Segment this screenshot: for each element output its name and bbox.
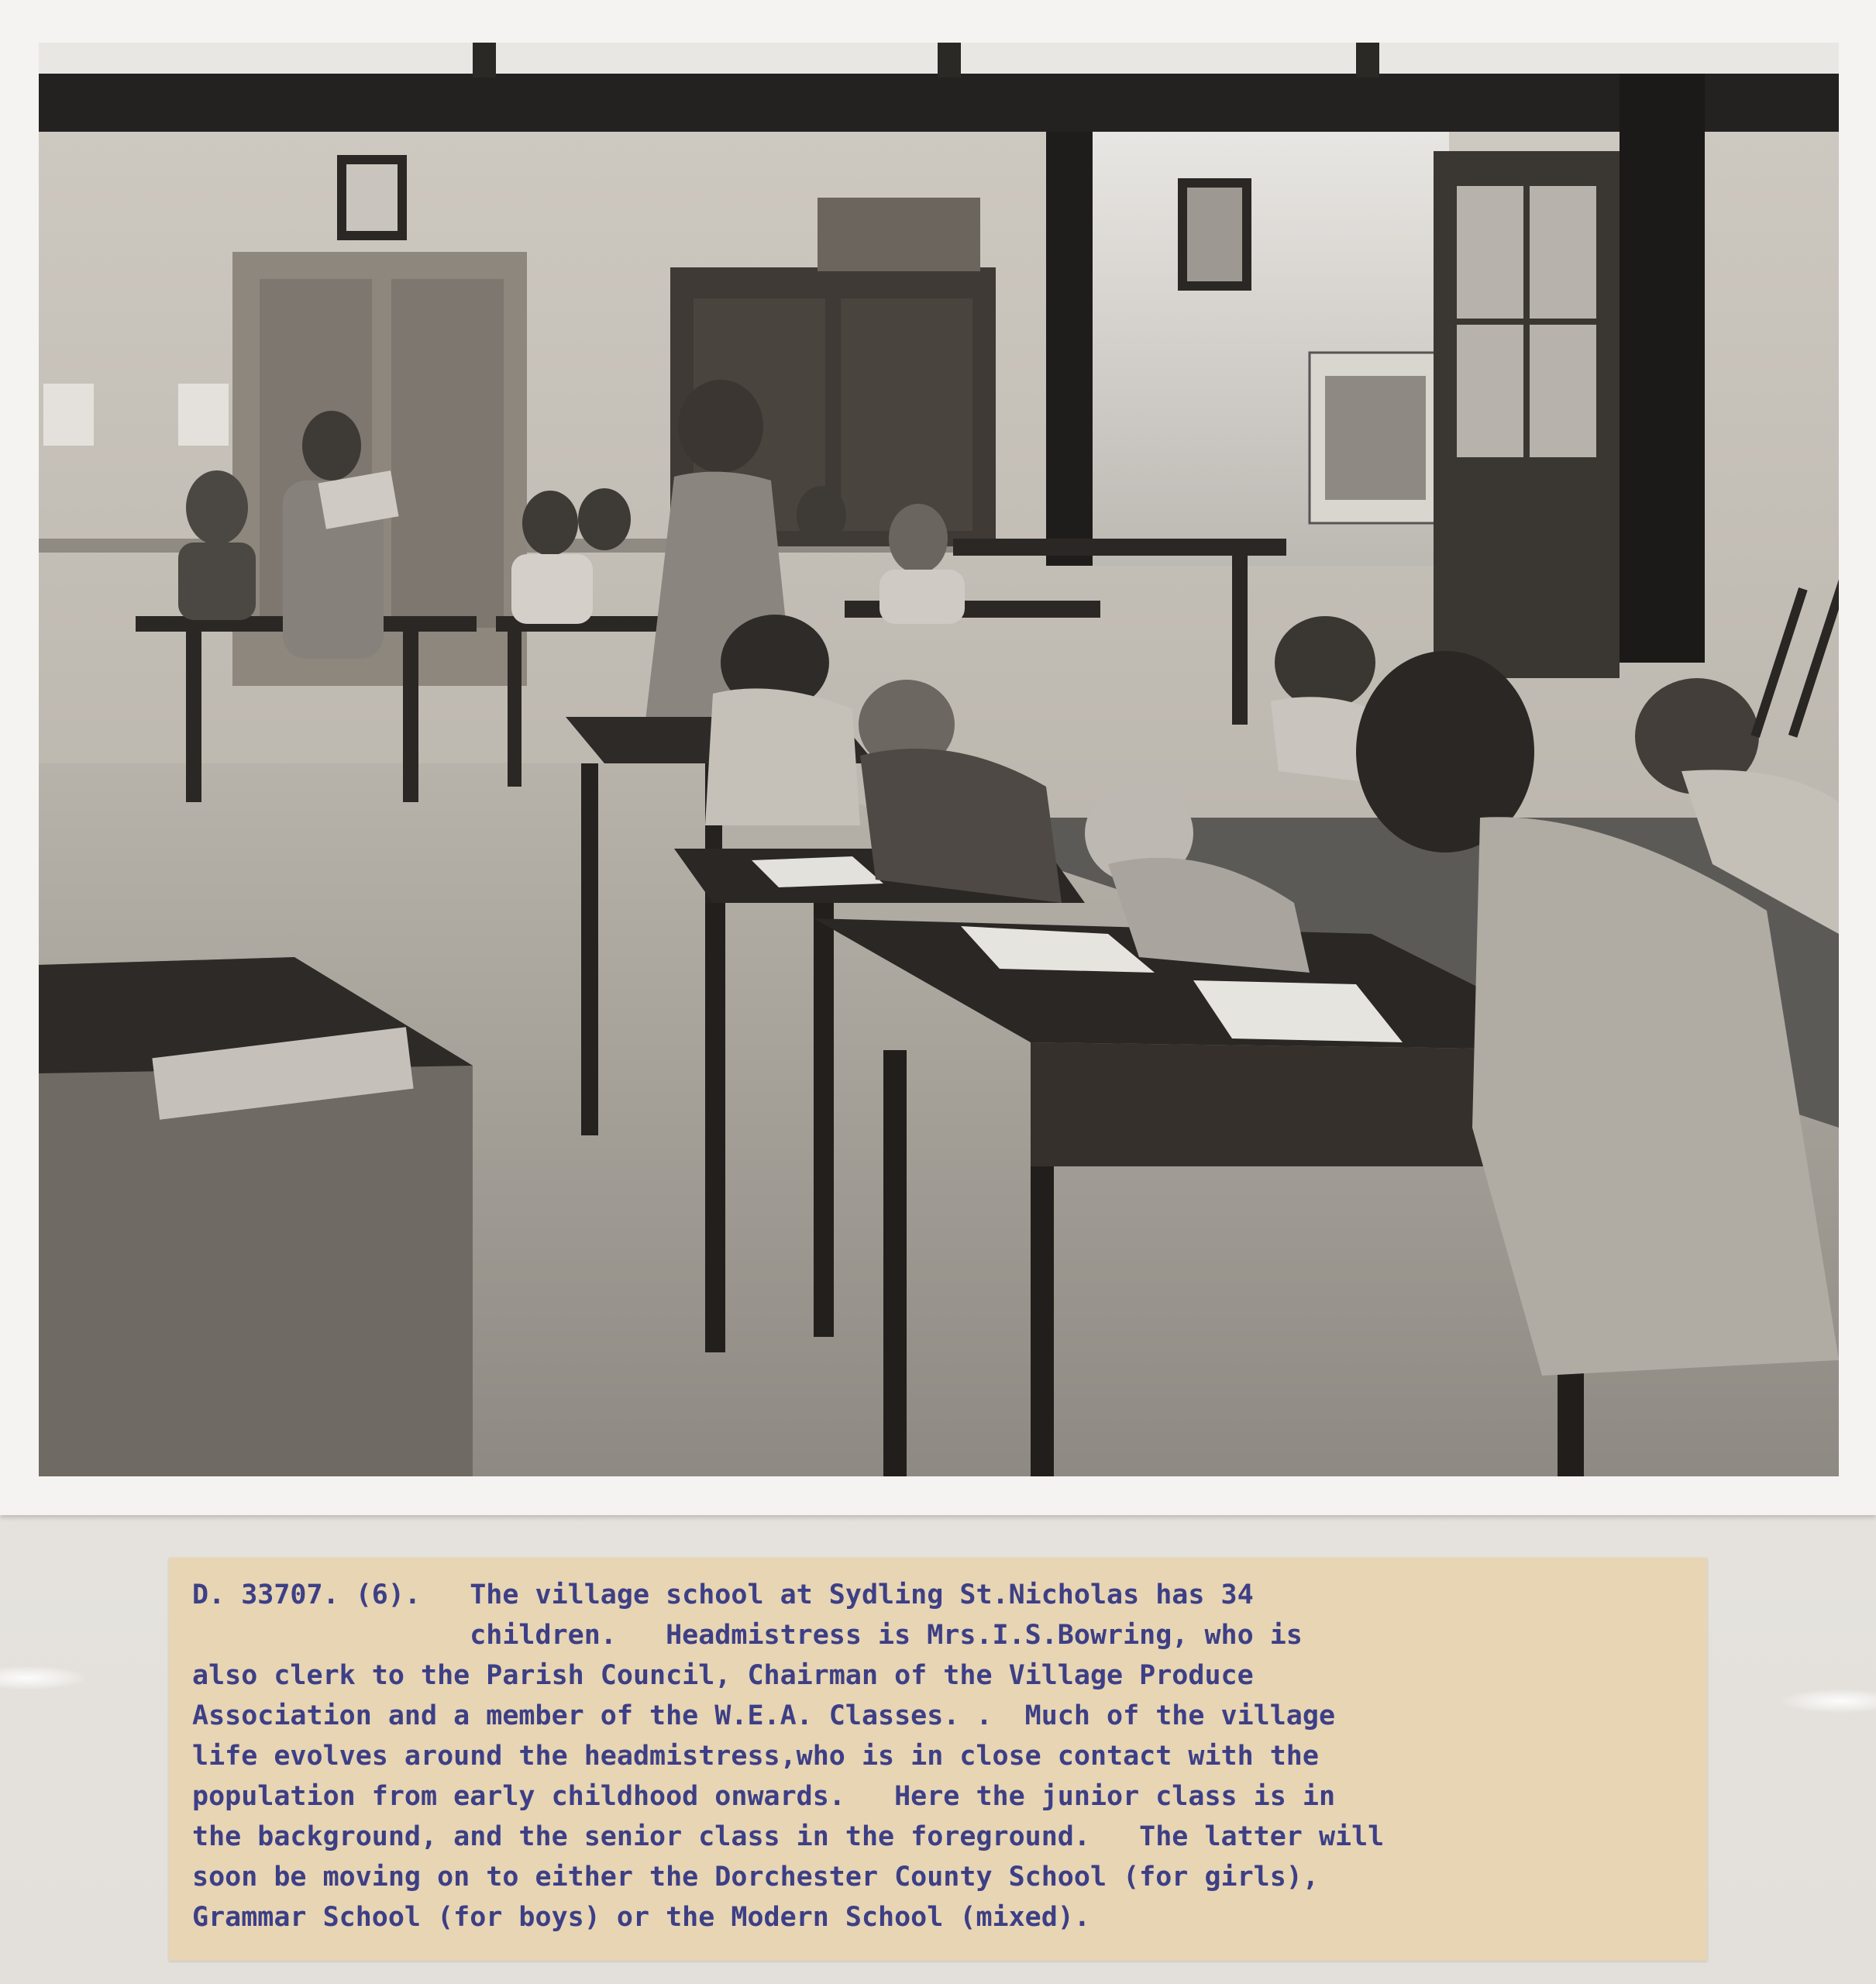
caption-line: life evolves around the headmistress,who is in close contact with the — [192, 1741, 1319, 1772]
caption-line: the background, and the senior class in the foreground. The latter will — [192, 1821, 1385, 1852]
classroom-scene — [39, 43, 1839, 1476]
photo-corner-mount-left — [0, 1666, 85, 1690]
classroom-photograph — [39, 43, 1839, 1476]
caption-text — [192, 1575, 1688, 1938]
caption-line: soon be moving on to either the Dorchester County School (for girls), — [192, 1862, 1319, 1893]
caption-line: Association and a member of the W.E.A. Classes. . Much of the village — [192, 1700, 1336, 1731]
caption-line: D. 33707. (6). The village school at Sydling St.Nicholas has 34 — [192, 1579, 1254, 1610]
caption-line: children. Headmistress is Mrs.I.S.Bowring, who is — [192, 1620, 1303, 1651]
caption-line: Grammar School (for boys) or the Modern School (mixed). — [192, 1902, 1090, 1933]
typed-caption-slip — [169, 1558, 1707, 1961]
caption-line: also clerk to the Parish Council, Chairman of the Village Produce — [192, 1660, 1254, 1691]
caption-line: population from early childhood onwards. Here the junior class is in — [192, 1781, 1336, 1812]
photo-corner-mount-right — [1782, 1690, 1876, 1713]
